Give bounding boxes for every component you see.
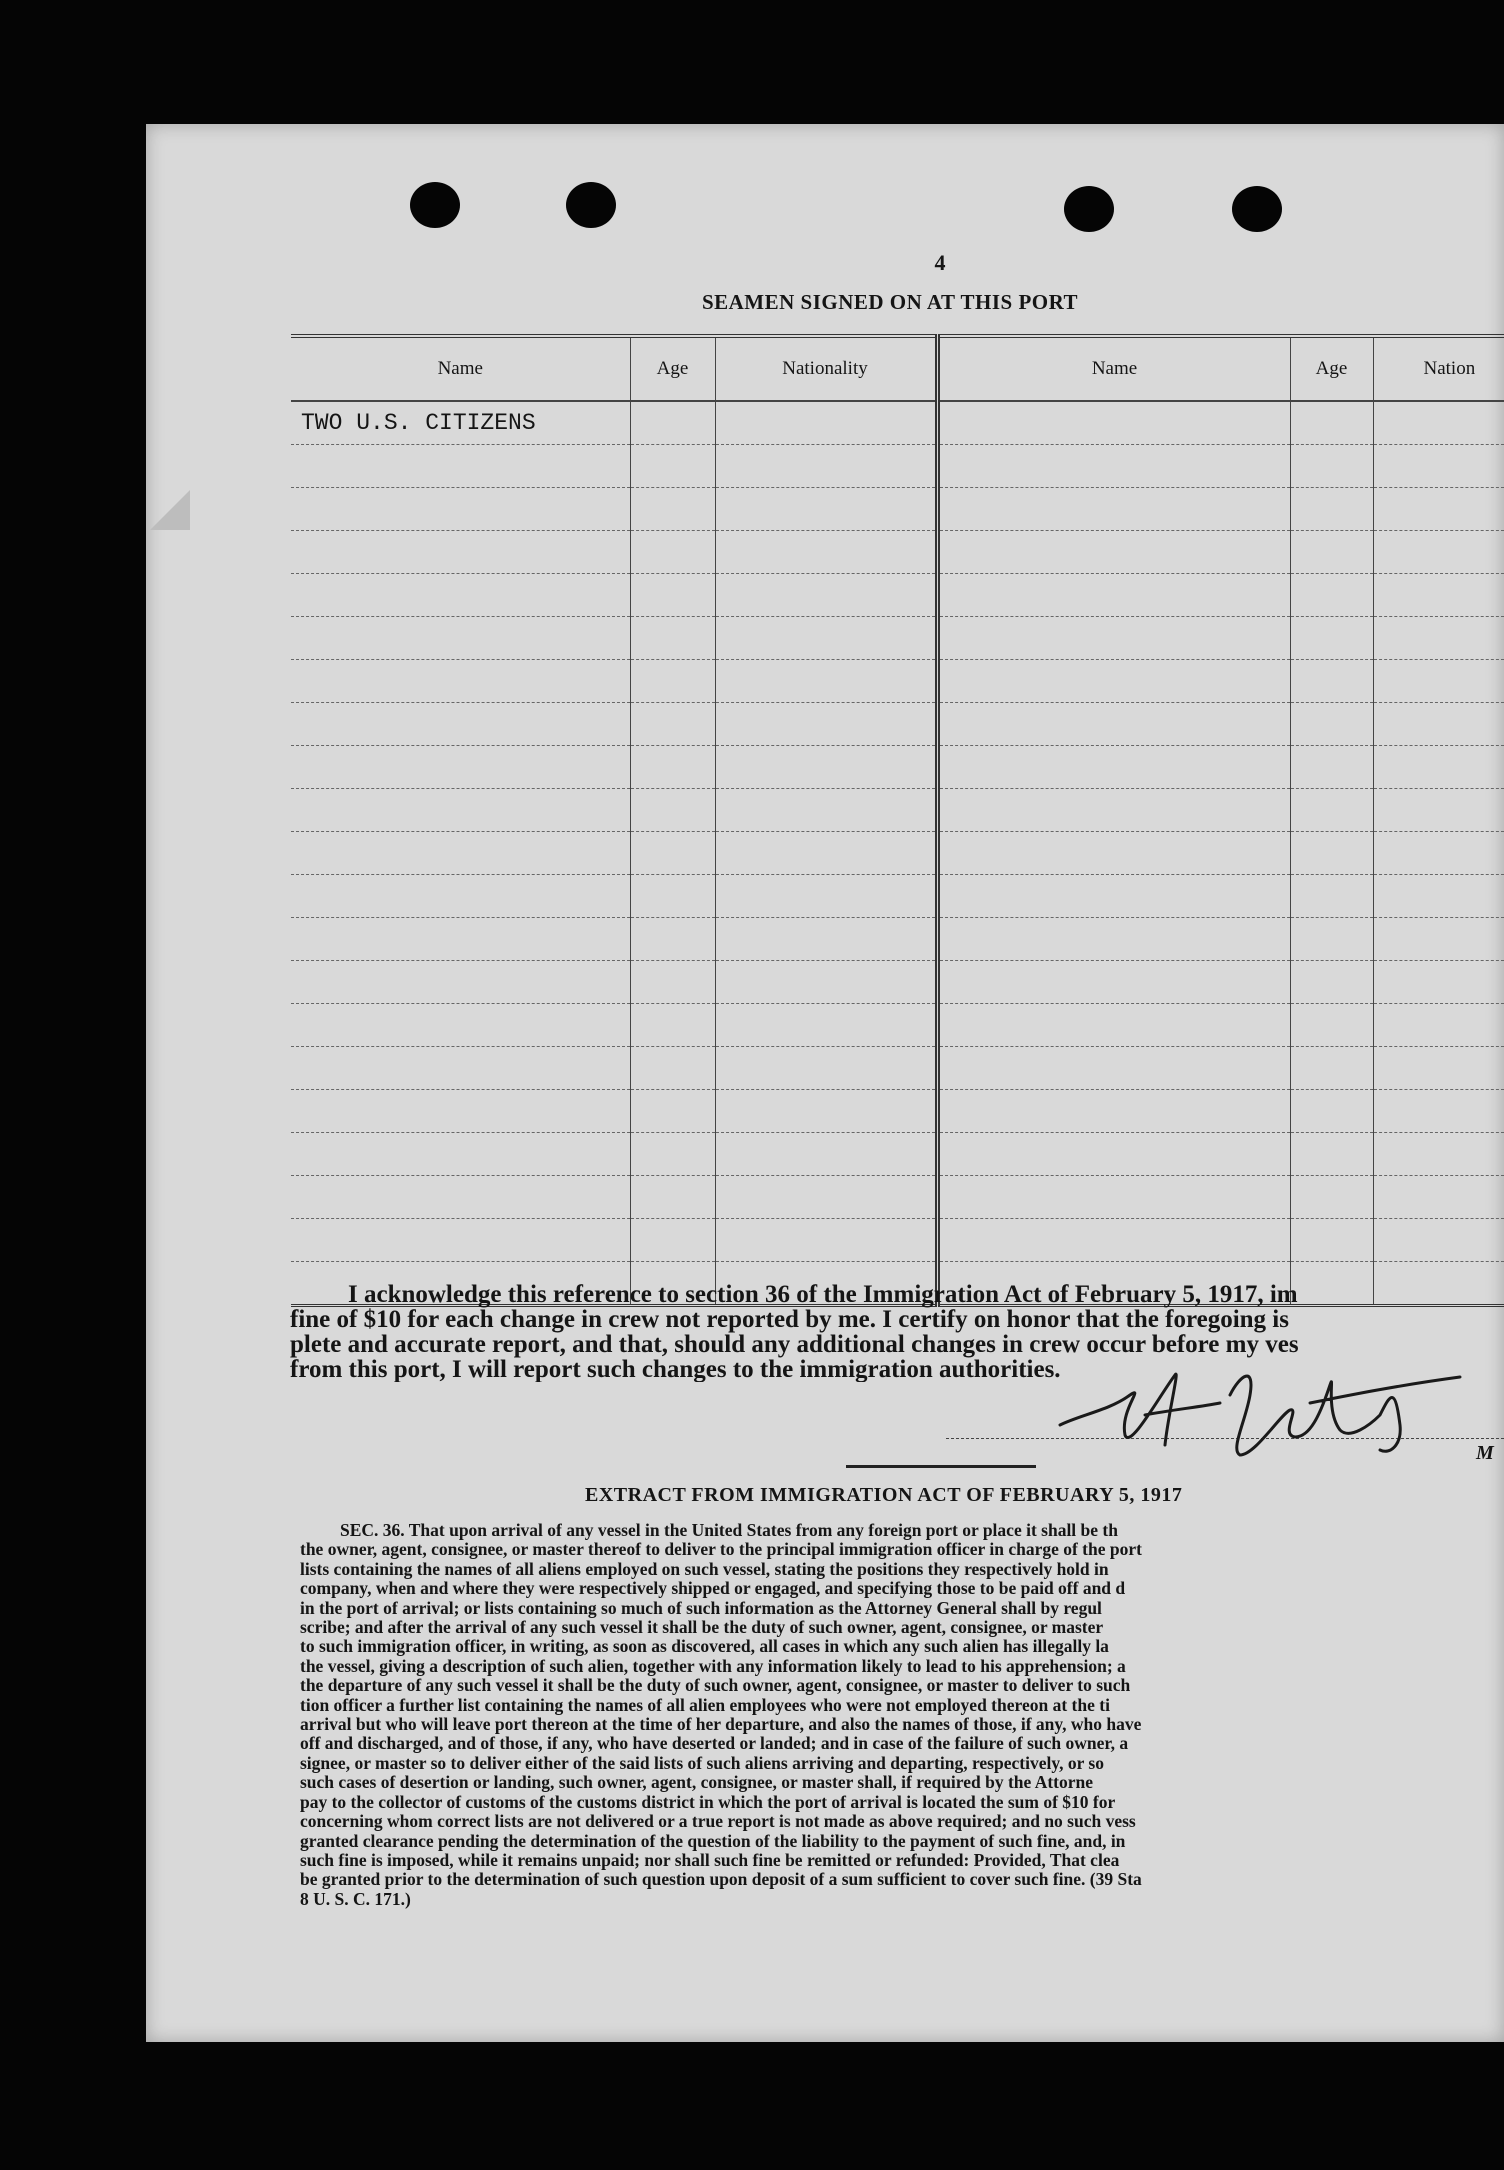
handwritten-signature	[1050, 1355, 1470, 1465]
cell-age	[630, 574, 715, 617]
seamen-table	[291, 334, 1504, 1307]
signature-suffix: M	[1476, 1442, 1494, 1464]
cell-name	[291, 1004, 630, 1047]
cell-name	[937, 703, 1290, 746]
cell-name	[937, 832, 1290, 875]
statute-line: company, when and where they were respectively shipped or engaged, and specifying those to be paid off and d	[300, 1578, 1126, 1599]
cell-nationality	[715, 401, 937, 445]
table-row	[291, 961, 1504, 1004]
table-body	[291, 401, 1504, 1306]
statute-line: such cases of desertion or landing, such owner, agent, consignee, or master shall, if required by the Attorne	[300, 1772, 1094, 1793]
cell-name	[291, 488, 630, 531]
cell-name	[291, 875, 630, 918]
cell-age	[630, 488, 715, 531]
cell-age	[1290, 789, 1373, 832]
cell-nationality	[715, 531, 937, 574]
statute-line: to such immigration officer, in writing, as soon as discovered, all cases in which any such alien has illegally la	[300, 1636, 1109, 1657]
cell-nationality	[1373, 1004, 1504, 1047]
table-row	[291, 445, 1504, 488]
cell-age	[1290, 660, 1373, 703]
statute-line: be granted prior to the determination of such question upon deposit of a sum sufficient to cover such fine. (39 Sta	[300, 1869, 1142, 1890]
cell-age	[1290, 574, 1373, 617]
cell-name	[937, 918, 1290, 961]
cell-age	[630, 832, 715, 875]
cell-age	[1290, 1047, 1373, 1090]
cell-nationality	[715, 445, 937, 488]
table-row	[291, 401, 1504, 445]
statute-line: such fine is imposed, while it remains unpaid; nor shall such fine be remitted or refunded: Provided, That clea	[300, 1849, 1120, 1870]
cell-name	[291, 531, 630, 574]
cell-nationality	[715, 746, 937, 789]
table-row	[291, 1219, 1504, 1262]
cell-nationality	[1373, 1219, 1504, 1262]
statute-line: 8 U. S. C. 171.)	[300, 1888, 411, 1909]
statute-line: pay to the collector of customs of the customs district in which the port of arrival is located the sum of $10 for	[300, 1791, 1116, 1812]
cell-nationality	[1373, 445, 1504, 488]
cell-name	[937, 1176, 1290, 1219]
cell-name	[937, 617, 1290, 660]
statute-line: arrival but who will leave port thereon at the time of her departure, and also the names of those, if any, who have	[300, 1714, 1142, 1735]
cell-nationality	[1373, 961, 1504, 1004]
statute-text	[300, 1521, 1504, 1909]
column-header-age: Age	[1290, 336, 1373, 401]
cell-age	[630, 746, 715, 789]
table-row	[291, 488, 1504, 531]
punch-hole	[410, 182, 460, 228]
cell-nationality	[1373, 617, 1504, 660]
table-row	[291, 789, 1504, 832]
cell-nationality	[715, 1133, 937, 1176]
cell-nationality	[1373, 574, 1504, 617]
cell-name	[937, 1047, 1290, 1090]
statute-line: in the port of arrival; or lists containing so much of such information as the Attorney General shall by regul	[300, 1597, 1102, 1618]
ack-line: plete and accurate report, and that, should any additional changes in crew occur before my ves	[290, 1331, 1299, 1358]
statute-line: the owner, agent, consignee, or master thereof to deliver to the principal immigration officer in charge of the port	[300, 1539, 1142, 1560]
cell-age	[630, 660, 715, 703]
cell-name	[291, 574, 630, 617]
cell-age	[1290, 488, 1373, 531]
cell-name	[291, 789, 630, 832]
cell-nationality	[1373, 1176, 1504, 1219]
cell-name	[291, 1090, 630, 1133]
cell-name	[937, 746, 1290, 789]
table-row	[291, 703, 1504, 746]
cell-nationality	[1373, 832, 1504, 875]
cell-name	[937, 1090, 1290, 1133]
cell-nationality	[715, 1090, 937, 1133]
cell-name	[937, 789, 1290, 832]
table-row	[291, 746, 1504, 789]
cell-name	[291, 918, 630, 961]
statute-line: lists containing the names of all aliens employed on such vessel, stating the positions they respectively hold in	[300, 1558, 1109, 1579]
divider	[846, 1465, 1036, 1468]
cell-age	[630, 401, 715, 445]
cell-nationality	[1373, 875, 1504, 918]
cell-name	[291, 1219, 630, 1262]
column-header-nationality: Nationality	[715, 336, 937, 401]
cell-name	[291, 832, 630, 875]
table-row	[291, 1176, 1504, 1219]
extract-title: EXTRACT FROM IMMIGRATION ACT OF FEBRUARY 5, 1917	[585, 1484, 1183, 1506]
column-header-age: Age	[630, 336, 715, 401]
column-header-name: Name	[937, 336, 1290, 401]
cell-nationality	[1373, 703, 1504, 746]
cell-nationality	[1373, 660, 1504, 703]
table-header-row	[291, 336, 1504, 401]
cell-nationality	[715, 660, 937, 703]
cell-nationality	[715, 1047, 937, 1090]
cell-nationality	[715, 832, 937, 875]
table-row	[291, 531, 1504, 574]
cell-age	[1290, 401, 1373, 445]
cell-age	[630, 617, 715, 660]
statute-line: tion officer a further list containing the names of all alien employees who were not employed thereon at the ti	[300, 1694, 1110, 1715]
cell-age	[630, 1090, 715, 1133]
ack-line: fine of $10 for each change in crew not reported by me. I certify on honor that the foregoing is	[290, 1306, 1289, 1333]
table-row	[291, 1004, 1504, 1047]
cell-nationality	[1373, 1047, 1504, 1090]
column-header-nationality: Nation	[1373, 336, 1504, 401]
cell-age	[1290, 746, 1373, 789]
cell-nationality	[1373, 746, 1504, 789]
statute-line: granted clearance pending the determination of the question of the liability to the payment of such fine, and, in	[300, 1830, 1126, 1851]
cell-age	[1290, 531, 1373, 574]
cell-age	[1290, 1133, 1373, 1176]
cell-nationality	[715, 875, 937, 918]
statute-line: the departure of any such vessel it shall be the duty of such owner, agent, consignee, or master to deliver to such	[300, 1675, 1131, 1696]
cell-name	[937, 445, 1290, 488]
cell-name	[937, 961, 1290, 1004]
cell-nationality	[1373, 918, 1504, 961]
cell-name	[937, 660, 1290, 703]
table-row	[291, 1090, 1504, 1133]
cell-nationality	[1373, 488, 1504, 531]
cell-age	[630, 961, 715, 1004]
cell-age	[630, 531, 715, 574]
ack-line: from this port, I will report such changes to the immigration authorities.	[290, 1356, 1061, 1382]
cell-nationality	[715, 1176, 937, 1219]
punch-hole	[1232, 186, 1282, 232]
table-row	[291, 1047, 1504, 1090]
punch-hole	[566, 182, 616, 228]
table-row	[291, 875, 1504, 918]
cell-age	[630, 1004, 715, 1047]
cell-age	[630, 875, 715, 918]
cell-name	[937, 1133, 1290, 1176]
cell-name	[291, 703, 630, 746]
table-row	[291, 832, 1504, 875]
cell-nationality	[715, 961, 937, 1004]
cell-name	[937, 875, 1290, 918]
cell-name	[291, 1047, 630, 1090]
cell-nationality	[1373, 401, 1504, 445]
cell-age	[630, 1176, 715, 1219]
cell-name: TWO U.S. CITIZENS	[291, 401, 630, 445]
ack-line: I acknowledge this reference to section 36 of the Immigration Act of February 5, 1917, im	[348, 1282, 1298, 1308]
cell-age	[1290, 703, 1373, 746]
statute-line: signee, or master so to deliver either of the said lists of such aliens arriving and departing, respectively, or so	[300, 1752, 1104, 1773]
table-row	[291, 1133, 1504, 1176]
table-row	[291, 660, 1504, 703]
cell-name	[937, 531, 1290, 574]
cell-nationality	[715, 703, 937, 746]
cell-age	[1290, 1004, 1373, 1047]
cell-age	[1290, 617, 1373, 660]
cell-nationality	[1373, 531, 1504, 574]
cell-nationality	[715, 488, 937, 531]
statute-line: scribe; and after the arrival of any such vessel it shall be the duty of such owner, agent, consignee, or master	[300, 1617, 1104, 1638]
cell-age	[1290, 918, 1373, 961]
cell-nationality	[715, 789, 937, 832]
section-heading: SEAMEN SIGNED ON AT THIS PORT	[701, 290, 1079, 314]
cell-age	[1290, 961, 1373, 1004]
cell-nationality	[715, 574, 937, 617]
cell-age	[630, 1219, 715, 1262]
cell-name	[937, 1004, 1290, 1047]
cell-age	[630, 1047, 715, 1090]
table-row	[291, 617, 1504, 660]
cell-age	[1290, 1090, 1373, 1133]
cell-age	[1290, 1176, 1373, 1219]
page-number: 4	[934, 250, 946, 275]
statute-line: SEC. 36. That upon arrival of any vessel in the United States from any foreign port or place it shall be th	[340, 1521, 1118, 1540]
cell-name	[291, 746, 630, 789]
cell-name	[291, 961, 630, 1004]
cell-nationality	[1373, 1090, 1504, 1133]
cell-name	[937, 1219, 1290, 1262]
cell-name	[291, 445, 630, 488]
cell-nationality	[1373, 789, 1504, 832]
statute-line: off and discharged, and of those, if any, who have deserted or landed; and in case of the failure of such owner, a	[300, 1733, 1129, 1754]
cell-name	[937, 574, 1290, 617]
table-row	[291, 574, 1504, 617]
cell-age	[630, 445, 715, 488]
cell-name	[291, 617, 630, 660]
cell-age	[1290, 875, 1373, 918]
statute-line: concerning whom correct lists are not delivered or a true report is not made as above required; and no such vess	[300, 1811, 1136, 1832]
cell-nationality	[1373, 1133, 1504, 1176]
table-row	[291, 918, 1504, 961]
punch-hole	[1064, 186, 1114, 232]
cell-age	[1290, 1219, 1373, 1262]
cell-age	[630, 789, 715, 832]
cell-age	[630, 703, 715, 746]
cell-name	[937, 401, 1290, 445]
cell-nationality	[715, 1004, 937, 1047]
cell-age	[630, 918, 715, 961]
cell-nationality	[715, 617, 937, 660]
cell-name	[291, 1133, 630, 1176]
column-header-name: Name	[291, 336, 630, 401]
cell-age	[1290, 832, 1373, 875]
cell-name	[937, 488, 1290, 531]
cell-age	[1290, 445, 1373, 488]
cell-age	[630, 1133, 715, 1176]
cell-nationality	[715, 918, 937, 961]
cell-name	[291, 660, 630, 703]
statute-line: the vessel, giving a description of such alien, together with any information likely to lead to his apprehension; a	[300, 1655, 1126, 1676]
cell-name	[291, 1176, 630, 1219]
cell-nationality	[715, 1219, 937, 1262]
